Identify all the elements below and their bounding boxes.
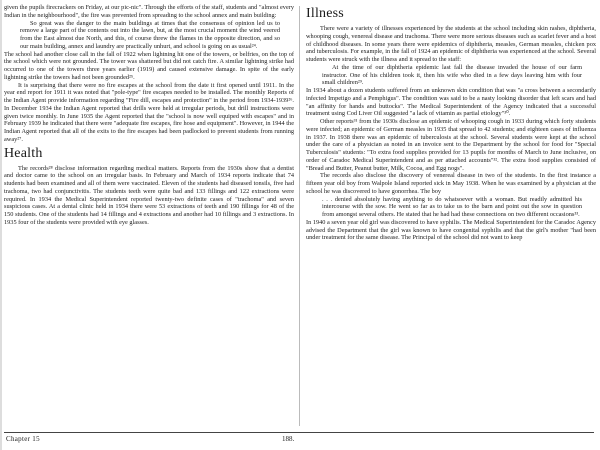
- paragraph: In 1940 a seven year old girl was discovered to have syphilis. The Medical Superintendent for the Caradoc Agency advised the Department that the girl was known to have congenital syphilis and that the girl's mother "had been under treatment for the same disease. The Principal of the school did not want to keep: [306, 218, 596, 242]
- section-heading-health: Health: [4, 145, 43, 161]
- paragraph: In 1934 about a dozen students suffered from an unknown skin condition that was "a cross between a secondarily infected Impetigo and a Pemphigus". The condition was said to be a nasty looking disorder that left scars and had "an affinity for hands and buttocks". The Medical Superintendent of the Agency indicated that a successful treatment using Cod Liver Oil suggested "a lack of vitamin as partial etiology"³⁰.: [306, 87, 596, 118]
- column-divider: [299, 6, 300, 426]
- paragraph: The records²⁸ disclose information regarding medical matters. Reports from the 1930s show that a dentist and doctor came to the school on an irregular basis. In February and March of 1934 reports indicate that 74 students had been examined and all of them were vaccinated. Eleven of the students had diseased tonsils, five had trachoma, two had conjunctivitis. The students teeth were quite bad and 133 fillings and 122 extractions were required. In 1934 the Medical Superintendent reported twenty-two definite cases of "trachoma" and seven suspicious cases. At a dental clinic held in 1934 there were 53 extractions of teeth and 190 fillings for 48 of the 150 students. One of the students had 14 fillings and 4 extractions and another had 10 fillings and 3 extractions. In 1935 four of the students were provided with eye glasses.: [4, 164, 294, 226]
- right-column: [306, 4, 596, 242]
- paragraph: The records also disclose the discovery of venereal disease in two of the students. In the first instance a fifteen year old boy from Walpole Island reported sick in May 1938. When he was examined by a physician at the school he was discovered to have gonorrhea. The boy: [306, 172, 596, 195]
- page-edge: [0, 0, 2, 450]
- footer-chapter-label: Chapter 15: [6, 435, 40, 443]
- paragraph: given the pupils firecrackers on Friday, at our pic-nic". Through the efforts of the staff, students and "almost every Indian in the neighbourhood", the fire was prevented from spreading to the school annex and main building:: [4, 4, 294, 19]
- paragraph: The school had another close call in the fall of 1922 when lightning hit one of the towers, or belfries, on the top of the school which were not grounded. The tower was shattered but did not catch fire. A similar lightning strike had occurred to one of the towers three years earlier (1919) and caused extensive damage. In spite of the early lightning strike the towers had not been grounded²⁵.: [4, 50, 294, 81]
- block-quote: At the time of our diphtheria epidemic last fall the disease invaded the house of our farm instructor. One of his children took it, then his wife who died in a few days leaving him with four small children²⁹.: [322, 63, 582, 87]
- footer-rule: [4, 432, 594, 433]
- paragraph: It is surprising that there were no fire escapes at the school from the date it first opened until 1911. In the year end report for 1911 it was noted that "pole-type" fire escapes needed to be installed. The monthly Reports of the Indian Agent provide information regarding "Fire dill, escapes and protection" in the period from 1934-1939²⁶. In December 1934 the Indian Agent reported that drills were held at irregular periods, but drill instructions were given twice monthly. In June 1935 the Agent reported that the "school is now well equiped with escapes" and in February 1939 he indicated that there were "adequate fire escapes, fire hose and equipment". However, in 1944 the Indian Agent reported that all of the exits to the fire escapes had been padlocked to prevent students from running away²⁷.: [4, 81, 294, 143]
- paragraph: Other reports³¹ from the 1930s disclose an epidemic of whooping cough in 1933 during which forty students were infected; an epidemic of German measles in 1935 that spread to 42 students; and eighteen cases of influenza in 1937. In 1938 there was an epidemic of tuberculosis at the school. Several students were kept at the school under the care of a physician as noted in an invoice sent to the Department by the school for food for "Special Tuberculosis" students: "To extra food supplies provided for 13 pupils for months of March to June inclusive, on order of Caradoc Medical Superintendent and as per attached accounts"³². The extra food supplies consisted of "Bread and Butter, Peanut butter, Milk, Cocoa, and Egg nogs".: [306, 118, 596, 172]
- block-quote: . . . denied absolutely having anything to do whatsoever with a woman. But readily admitted his intercourse with the sow. He went so far as to take us to the barn and point out the sow in question from amongst several others. He stated that he had had these connections on two different occasions³³.: [322, 195, 582, 218]
- section-heading-illness: Illness: [306, 6, 344, 21]
- block-quote: So great was the danger to the main buildings at times that the consensus of opinion led us to remove a large part of the contents out into the lawn, but, at the most crucial moment the wind veered from the East almost due North, and this, of course threw the flames in the opposite direction, and so our main building, annex and laundry are practically unhurt, and school is going on as usual²⁴.: [20, 19, 280, 50]
- paragraph: There were a variety of illnesses experienced by the students at the school including skin rashes, diphtheria, whooping cough, venereal disease and trachoma. There were more serious diseases such as scarlet fever and a host of childhood diseases. In some years there were epidemics of diphtheria, measles, German measles, chicken pox and tuberculosis. For example, in the fall of 1924 an epidemic of diphtheria was experienced at the school. Several students were struck with the illness and it spread to the staff:: [306, 25, 596, 63]
- left-column: [4, 4, 294, 227]
- page-number: 188.: [282, 435, 295, 443]
